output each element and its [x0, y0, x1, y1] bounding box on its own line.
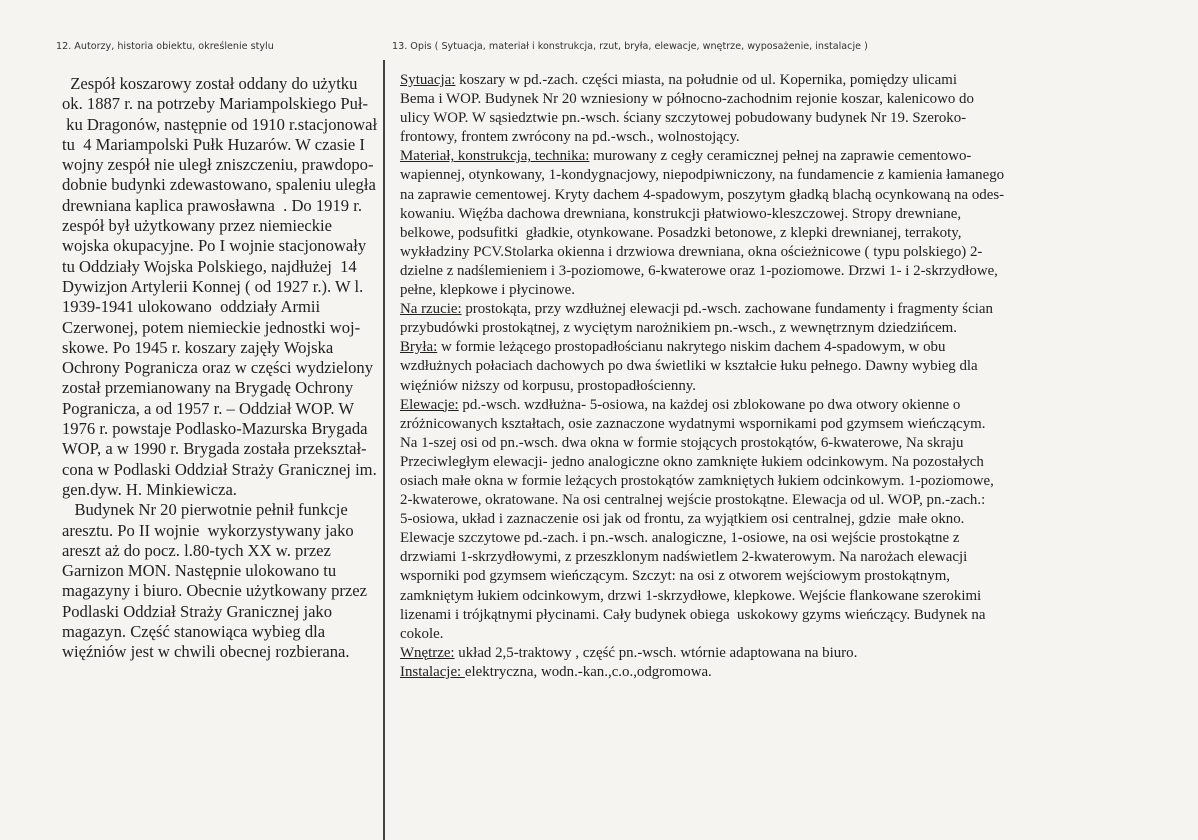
section-13-header: 13. Opis ( Sytuacja, materiał i konstrukcja, rzut, bryła, elewacje, wnętrze, wyposażenie, instalacje )	[392, 41, 868, 52]
description-text-run: ulicy WOP. W sąsiedztwie pn.-wsch. ściany szczytowej pobudowany budynek Nr 19. Szeroko-	[400, 110, 967, 127]
description-line	[400, 606, 1004, 625]
description-line	[400, 396, 1004, 415]
subsection-label: Materiał, konstrukcja, technika:	[400, 148, 590, 165]
history-line: magazyny i biuro. Obecnie użytkowany przez	[62, 581, 368, 601]
history-line: areszt aż do pocz. l.80-tych XX w. przez	[62, 540, 331, 560]
history-line: magazyn. Część stanowiąca wybieg dla	[62, 622, 326, 642]
history-line: tu 4 Mariampolski Pułk Huzarów. W czasie I	[62, 134, 365, 154]
description-text-run: murowany z cegły ceramicznej pełnej na zaprawie cementowo-	[589, 148, 972, 165]
history-line: 1939-1941 ulokowano oddziały Armii	[62, 297, 321, 317]
description-line	[400, 90, 1004, 109]
description-line	[400, 262, 1004, 281]
subsection-label: Sytuacja:	[400, 72, 456, 88]
description-text-run: dzielne z nadślemieniem i 3-poziomowe, 6-kwaterowe oraz 1-poziomowe. Drzwi 1- i 2-skrzydłowe,	[400, 262, 998, 279]
description-line	[400, 510, 1004, 529]
description-line	[400, 472, 1004, 491]
description-line	[400, 587, 1004, 606]
history-line: Podlaski Oddział Straży Granicznej jako	[62, 601, 333, 621]
history-line: gen.dyw. H. Minkiewicza.	[62, 479, 237, 499]
description-line	[400, 548, 1004, 567]
description-line	[400, 224, 1004, 243]
subsection-label: Na rzucie:	[400, 301, 462, 318]
description-line	[400, 205, 1004, 224]
description-text-run: przybudówki prostokątnej, z wyciętym narożnikiem pn.-wsch., z wewnętrznym dziedzińcem.	[400, 320, 957, 337]
history-line: został przemianowany na Brygadę Ochrony	[62, 378, 354, 398]
description-line	[400, 434, 1004, 453]
description-line	[400, 281, 1004, 300]
column-divider	[383, 60, 385, 840]
history-line: ku Dragonów, następnie od 1910 r.stacjonował	[62, 114, 378, 134]
description-line	[400, 243, 1004, 262]
description-text-run: koszary w pd.-zach. części miasta, na południe od ul. Kopernika, pomiędzy ulicami	[455, 72, 957, 88]
description-line	[400, 319, 1004, 338]
description-text-run: pełne, klepkowe i płycinowe.	[400, 282, 575, 299]
description-line	[400, 644, 1004, 663]
description-text-run: wzdłużnych połaciach dachowych po dwa świetliki w kształcie łuku pełnego. Dawny wybieg dla	[400, 358, 978, 375]
description-line	[400, 491, 1004, 510]
subsection-label: Wnętrze:	[400, 644, 455, 661]
history-line: zespół był użytkowany przez niemieckie	[62, 216, 333, 236]
history-line: ok. 1887 r. na potrzeby Mariampolskiego Puł-	[62, 94, 369, 114]
description-text-run: Elewacje szczytowe pd.-zach. i pn.-wsch. analogiczne, 1-osiowe, na osi wejście prostokątne z	[400, 530, 960, 547]
description-text-run: cokole.	[400, 625, 444, 642]
description-line	[400, 377, 1004, 396]
description-line	[400, 529, 1004, 548]
description-text-run: 5-osiowa, układ i zaznaczenie osi jak od frontu, za wyjątkiem osi centralnej, gdzie małe okno.	[400, 511, 965, 528]
history-line: wojny zespół nie uległ zniszczeniu, prawdopo-	[62, 155, 374, 175]
description-line	[400, 147, 1004, 166]
description-line	[400, 625, 1004, 644]
description-line	[400, 567, 1004, 586]
subsection-label: Instalacje:	[400, 663, 465, 680]
description-text-run: frontowy, frontem zwrócony na pd.-wsch., wolnostojący.	[400, 129, 740, 146]
history-line: wojska okupacyjne. Po I wojnie stacjonowały	[62, 236, 367, 256]
description-text-run: Bema i WOP. Budynek Nr 20 wzniesiony w północno-zachodnim rejonie koszar, kalenicowo do	[400, 91, 974, 108]
description-text	[400, 71, 1004, 682]
history-line: drewniana kaplica prawosławna . Do 1919 r.	[62, 195, 362, 215]
description-line	[400, 415, 1004, 434]
history-text	[62, 74, 377, 663]
history-line: Dywizjon Artylerii Konnej ( od 1927 r.). W l.	[62, 276, 364, 296]
description-text-run: lizenami i trójkątnymi płycinami. Cały budynek obiega uskokowy gzyms wieńczący. Budynek na	[400, 606, 986, 623]
history-line: Garnizon MON. Następnie ulokowano tu	[62, 561, 337, 581]
description-text-run: więźniów niższy od korpusu, prostopadłościenny.	[400, 377, 696, 394]
history-line: dobnie budynki zdewastowano, spaleniu uległa	[62, 175, 376, 195]
description-text-run: układ 2,5-traktowy , część pn.-wsch. wtórnie adaptowana na biuro.	[454, 644, 858, 661]
description-text-run: osiach małe okna w formie leżących prostokątów zamkniętych łukiem odcinkowym. 1-poziomowe,	[400, 472, 994, 489]
description-line	[400, 128, 1004, 147]
description-text-run: kowaniu. Więźba dachowa drewniana, konstrukcji płatwiowo-kleszczowej. Stropy drewniane,	[400, 205, 962, 222]
history-line: Pogranicza, a od 1957 r. – Oddział WOP. W	[62, 398, 355, 418]
history-line: Czerwonej, potem niemieckie jednostki woj-	[62, 317, 361, 337]
history-line: tu Oddziały Wojska Polskiego, najdłużej 14	[62, 256, 357, 276]
description-text-run: wsporniki pod gzymsem wieńczącym. Szczyt: na osi z otworem wejściowym prostokątnym,	[400, 568, 951, 585]
history-line: 1976 r. powstaje Podlasko-Mazurska Brygada	[62, 419, 368, 439]
description-text-run: Przeciwległym elewacji- jedno analogiczne okno zamknięte łukiem odcinkowym. Na pozostałych	[400, 453, 984, 470]
description-line	[400, 663, 1004, 682]
history-line: skowe. Po 1945 r. koszary zajęły Wojska	[62, 337, 334, 357]
description-line	[400, 109, 1004, 128]
description-text-run: prostokąta, przy wzdłużnej elewacji pd.-wsch. zachowane fundamenty i fragmenty ścian	[461, 301, 993, 318]
history-line: więźniów jest w chwili obecnej rozbierana.	[62, 642, 350, 662]
history-line: Zespół koszarowy został oddany do użytku	[62, 74, 358, 93]
description-line	[400, 300, 1004, 319]
description-text-run: na zaprawie cementowej. Kryty dachem 4-spadowym, poszytym gładką blachą ocynkowaną na odes-	[400, 186, 1005, 203]
history-line: Ochrony Pogranicza oraz w części wydzielony	[62, 358, 374, 378]
history-line: cona w Podlaski Oddział Straży Granicznej im.	[62, 459, 377, 479]
section-12-header: 12. Autorzy, historia obiektu, określenie stylu	[56, 41, 274, 52]
description-line	[400, 71, 1004, 90]
description-line	[400, 186, 1004, 205]
description-text-run: pd.-wsch. wzdłużna- 5-osiowa, na każdej osi zblokowane po dwa otwory okienne o	[458, 396, 961, 413]
description-text-run: zróżnicowanych kształtach, osie zaznaczone wydatnymi wspornikami pod gzymsem wieńczącym.	[400, 415, 986, 432]
description-text-run: zamkniętym łukiem odcinkowym, drzwi 1-skrzydłowe, klepkowe. Wejście flankowane szerokimi	[400, 587, 982, 604]
description-text-run: elektryczna, wodn.-kan.,c.o.,odgromowa.	[464, 663, 712, 680]
description-line	[400, 453, 1004, 472]
description-text-run: drzwiami 1-skrzydłowymi, z przeszklonym nadświetlem 2-kwaterowym. Na narożach elewacji	[400, 549, 968, 566]
description-line	[400, 166, 1004, 185]
subsection-label: Bryła:	[400, 339, 438, 356]
description-text-run: belkowe, podsufitki gładkie, otynkowane. Posadzki betonowe, z klepki drewnianej, terrakoty,	[400, 224, 962, 241]
history-line: aresztu. Po II wojnie wykorzystywany jako	[62, 520, 354, 540]
history-line: WOP, a w 1990 r. Brygada została przekształ-	[62, 439, 367, 459]
description-text-run: w formie leżącego prostopadłościanu nakrytego niskim dachem 4-spadowym, w obu	[437, 339, 946, 356]
description-text-run: wykładziny PCV.Stolarka okienna i drzwiowa drewniana, okna ościeżnicowe ( typu polskiego) 2-	[400, 243, 983, 260]
description-text-run: 2-kwaterowe, okratowane. Na osi centralnej wejście prostokątne. Elewacja od ul. WOP, pn.-zach.:	[400, 492, 986, 509]
subsection-label: Elewacje:	[400, 396, 459, 413]
history-line: Budynek Nr 20 pierwotnie pełnił funkcje	[62, 500, 348, 520]
description-text-run: Na 1-szej osi od pn.-wsch. dwa okna w formie stojących prostokątów, 6-kwaterowe, Na skraju	[400, 434, 964, 451]
description-line	[400, 357, 1004, 376]
description-line	[400, 338, 1004, 357]
description-text-run: wapiennej, otynkowany, 1-kondygnacjowy, niepodpiwniczony, na fundamencie z kamienia łamanego	[400, 167, 1005, 184]
